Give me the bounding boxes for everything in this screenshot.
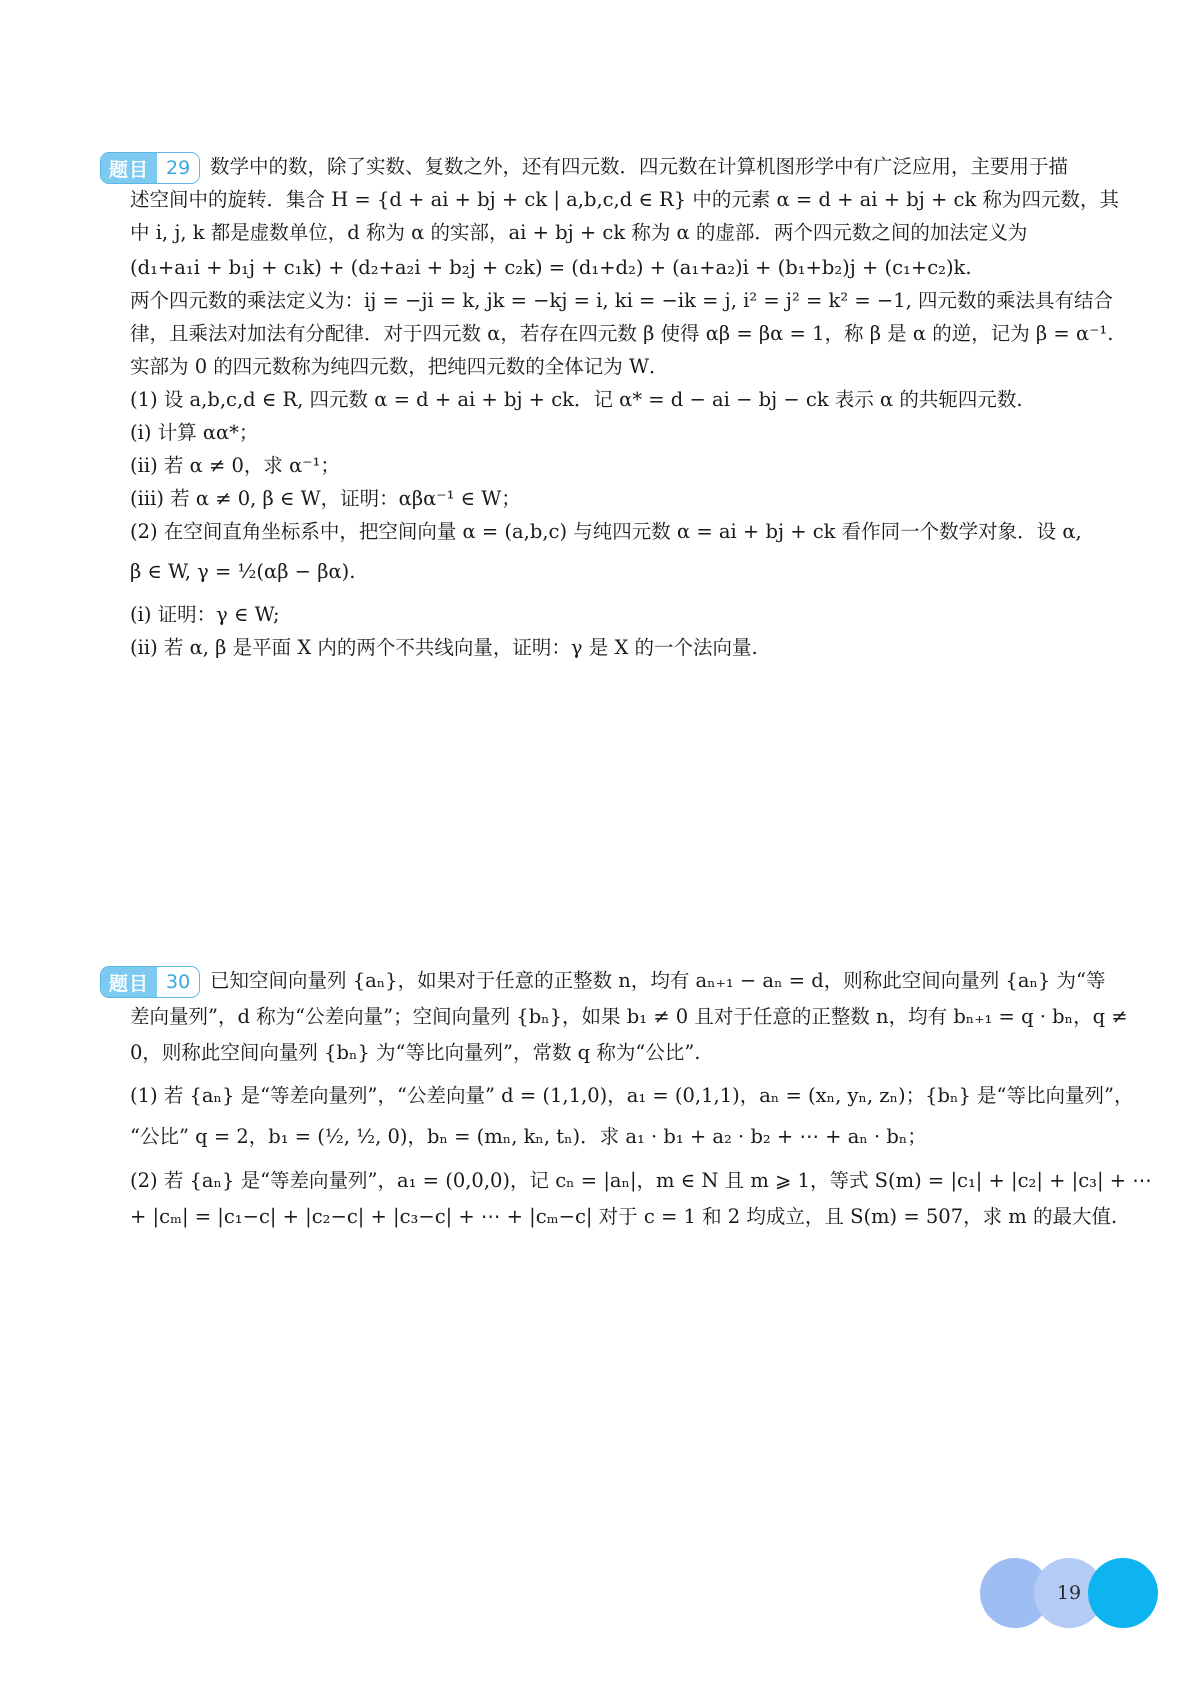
- problem-badge: [100, 966, 200, 998]
- problem-text-line: (d₁+a₁i + b₁j + c₁k) + (d₂+a₂i + b₂j + c₂k) = (d₁+d₂) + (a₁+a₂)i + (b₁+b₂)j + (c₁+c₂)k.: [130, 256, 972, 279]
- problem-text-line: 中 i, j, k 都是虚数单位，d 称为 α 的实部，ai + bj + ck 称为 α 的虚部．两个四元数之间的加法定义为: [130, 221, 1028, 244]
- problem-label: 题目: [101, 967, 157, 997]
- problem-text-line: + |cₘ| = |c₁−c| + |c₂−c| + |c₃−c| + ⋯ + |cₘ−c| 对于 c = 1 和 2 均成立，且 S(m) = 507，求 m 的最大值.: [130, 1205, 1118, 1228]
- problem-text-line: 述空间中的旋转．集合 H = {d + ai + bj + ck | a,b,c,d ∈ R} 中的元素 α = d + ai + bj + ck 称为四元数，其: [130, 188, 1119, 211]
- problem-badge: [100, 152, 200, 184]
- problem-text-line: 两个四元数的乘法定义为：ij = −ji = k, jk = −kj = i, ki = −ik = j, i² = j² = k² = −1, 四元数的乘法具有结合: [130, 289, 1114, 312]
- problem-text-line: (ii) 若 α, β 是平面 X 内的两个不共线向量，证明：γ 是 X 的一个法向量.: [130, 636, 758, 659]
- problem-text-line: 0，则称此空间向量列 {bₙ} 为“等比向量列”，常数 q 称为“公比”.: [130, 1041, 701, 1064]
- problem-number: 30: [157, 967, 199, 997]
- problem-text-line: (i) 计算 αα*；: [130, 421, 259, 444]
- problem-text-line: (1) 若 {aₙ} 是“等差向量列”，“公差向量” d = (1,1,0)，a₁ = (0,1,1)，aₙ = (xₙ, yₙ, zₙ)；{bₙ} 是“等比向量列”，: [130, 1084, 1134, 1107]
- problem-text-line: 数学中的数，除了实数、复数之外，还有四元数．四元数在计算机图形学中有广泛应用，主要用于描: [210, 155, 1069, 178]
- problem-text-line: 已知空间向量列 {aₙ}，如果对于任意的正整数 n，均有 aₙ₊₁ − aₙ = d，则称此空间向量列 {aₙ} 为“等: [210, 969, 1106, 992]
- problem-text-line: (ii) 若 α ≠ 0，求 α⁻¹；: [130, 454, 340, 477]
- page-number-badge: [980, 1558, 1160, 1628]
- problem-text-line: (2) 若 {aₙ} 是“等差向量列”，a₁ = (0,0,0)，记 cₙ = |aₙ|，m ∈ N 且 m ⩾ 1，等式 S(m) = |c₁| + |c₂| + |c₃| + ⋯: [130, 1169, 1152, 1192]
- problem-text-line: (1) 设 a,b,c,d ∈ R, 四元数 α = d + ai + bj + ck．记 α* = d − ai − bj − ck 表示 α 的共轭四元数.: [130, 388, 1023, 411]
- problem-text-line: β ∈ W, γ = ½(αβ − βα).: [130, 560, 356, 583]
- problem-text-line: “公比” q = 2，b₁ = (½, ½, 0)，bₙ = (mₙ, kₙ, tₙ)．求 a₁ · b₁ + a₂ · b₂ + ⋯ + aₙ · bₙ；: [130, 1125, 927, 1148]
- problem-text-line: 实部为 0 的四元数称为纯四元数，把纯四元数的全体记为 W．: [130, 355, 669, 378]
- problem-text-line: 差向量列”，d 称为“公差向量”；空间向量列 {bₙ}，如果 b₁ ≠ 0 且对于任意的正整数 n，均有 bₙ₊₁ = q · bₙ，q ≠: [130, 1005, 1128, 1028]
- page-number: 19: [1056, 1582, 1082, 1604]
- problem-text-line: (i) 证明：γ ∈ W;: [130, 603, 280, 626]
- problem-text-line: 律，且乘法对加法有分配律．对于四元数 α，若存在四元数 β 使得 αβ = βα = 1，称 β 是 α 的逆，记为 β = α⁻¹.: [130, 322, 1114, 345]
- problem-text-line: (2) 在空间直角坐标系中，把空间向量 α = (a,b,c) 与纯四元数 α = ai + bj + ck 看作同一个数学对象．设 α,: [130, 520, 1082, 543]
- problem-text-line: (iii) 若 α ≠ 0, β ∈ W，证明：αβα⁻¹ ∈ W；: [130, 487, 521, 510]
- problem-label: 题目: [101, 153, 157, 183]
- problem-number: 29: [157, 153, 199, 183]
